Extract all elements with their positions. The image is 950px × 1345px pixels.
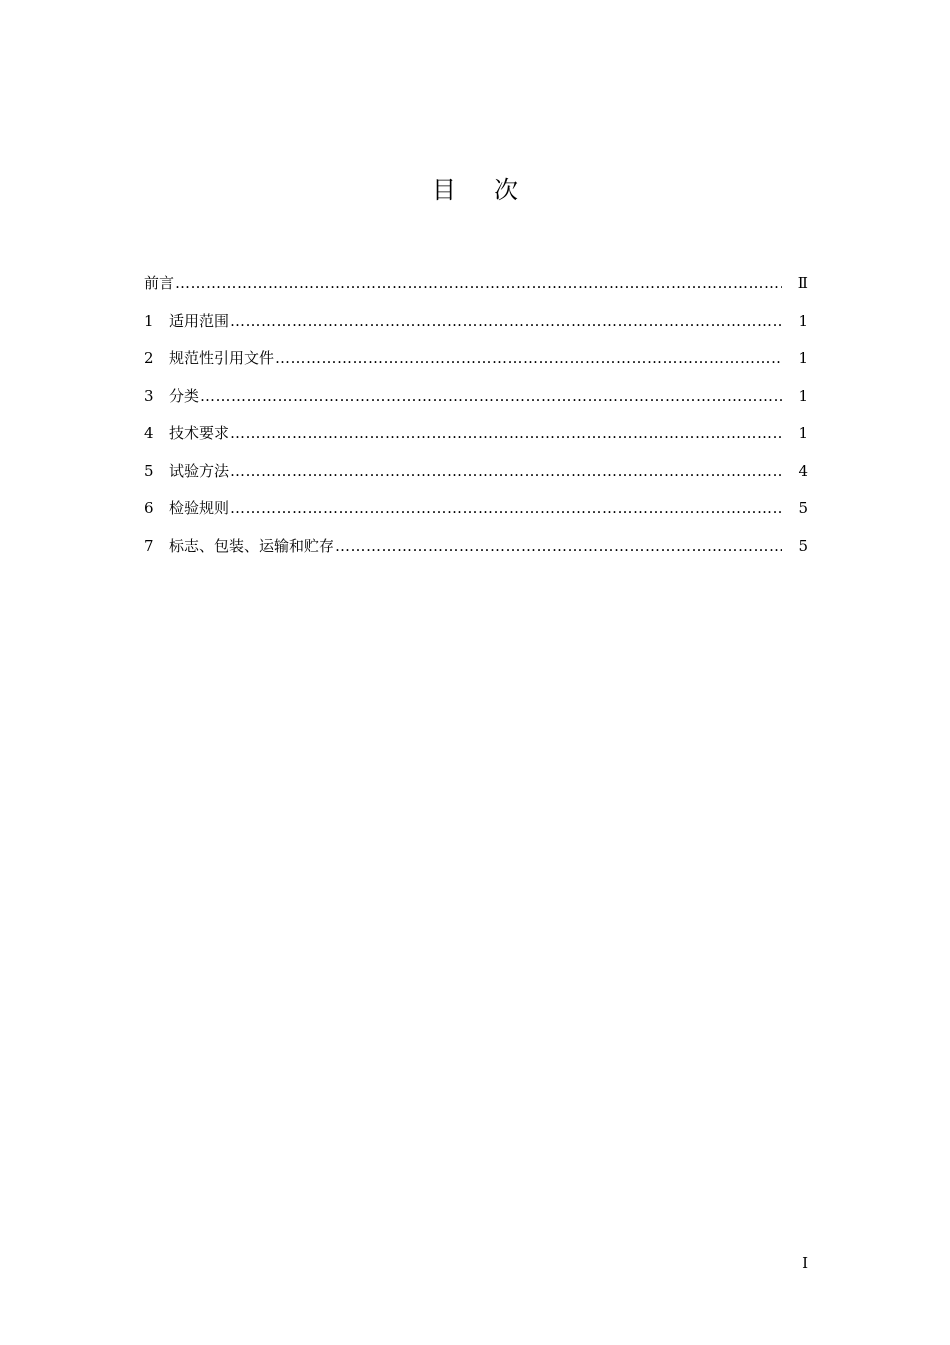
toc-entry-page: 1	[798, 386, 808, 405]
toc-entry-page: 5	[798, 499, 808, 517]
toc-entry-marking-packaging[interactable]	[144, 533, 808, 571]
toc-entry-title: 技术要求	[169, 424, 230, 442]
dot-leader	[200, 383, 782, 409]
toc-entry-number: 2	[144, 349, 154, 367]
toc-entry-number: 1	[144, 311, 154, 330]
toc-entry-number: 5	[144, 461, 154, 480]
toc-entry-page: 1	[798, 311, 808, 330]
toc-entry-page: 4	[798, 461, 808, 480]
dot-leader	[335, 533, 782, 559]
title-char-1: 目	[432, 176, 456, 204]
dot-leader	[230, 420, 782, 446]
title-char-2: 次	[494, 176, 518, 204]
toc-entry-number: 4	[144, 424, 154, 442]
dot-leader	[175, 270, 782, 296]
toc-entry-page: Ⅱ	[797, 274, 808, 292]
toc-entry-page: 1	[798, 349, 808, 367]
toc-entry-number: 6	[144, 499, 154, 517]
toc-entry-technical-requirements[interactable]	[144, 420, 808, 458]
table-of-contents	[144, 270, 808, 570]
toc-entry-scope[interactable]	[144, 308, 808, 346]
toc-entry-page: 5	[798, 536, 808, 555]
footer-page-number: I	[802, 1254, 808, 1272]
toc-entry-title: 适用范围	[169, 311, 230, 330]
toc-entry-title: 标志、包装、运输和贮存	[169, 536, 335, 555]
toc-entry-title: 检验规则	[169, 499, 230, 517]
toc-entry-number: 7	[144, 536, 154, 555]
toc-entry-test-methods[interactable]	[144, 458, 808, 496]
toc-entry-normative-references[interactable]	[144, 345, 808, 383]
toc-entry-inspection-rules[interactable]	[144, 495, 808, 533]
toc-entry-title: 规范性引用文件	[169, 349, 275, 367]
dot-leader	[230, 458, 782, 484]
dot-leader	[230, 495, 782, 521]
page-title	[0, 172, 950, 208]
toc-entry-classification[interactable]	[144, 383, 808, 421]
dot-leader	[275, 345, 782, 371]
toc-entry-title: 试验方法	[169, 461, 230, 480]
toc-entry-title: 前言	[144, 274, 175, 292]
toc-entry-page: 1	[798, 424, 808, 442]
dot-leader	[230, 308, 782, 334]
toc-entry-title: 分类	[169, 386, 200, 405]
toc-entry-preface[interactable]	[144, 270, 808, 308]
toc-entry-number: 3	[144, 386, 154, 405]
